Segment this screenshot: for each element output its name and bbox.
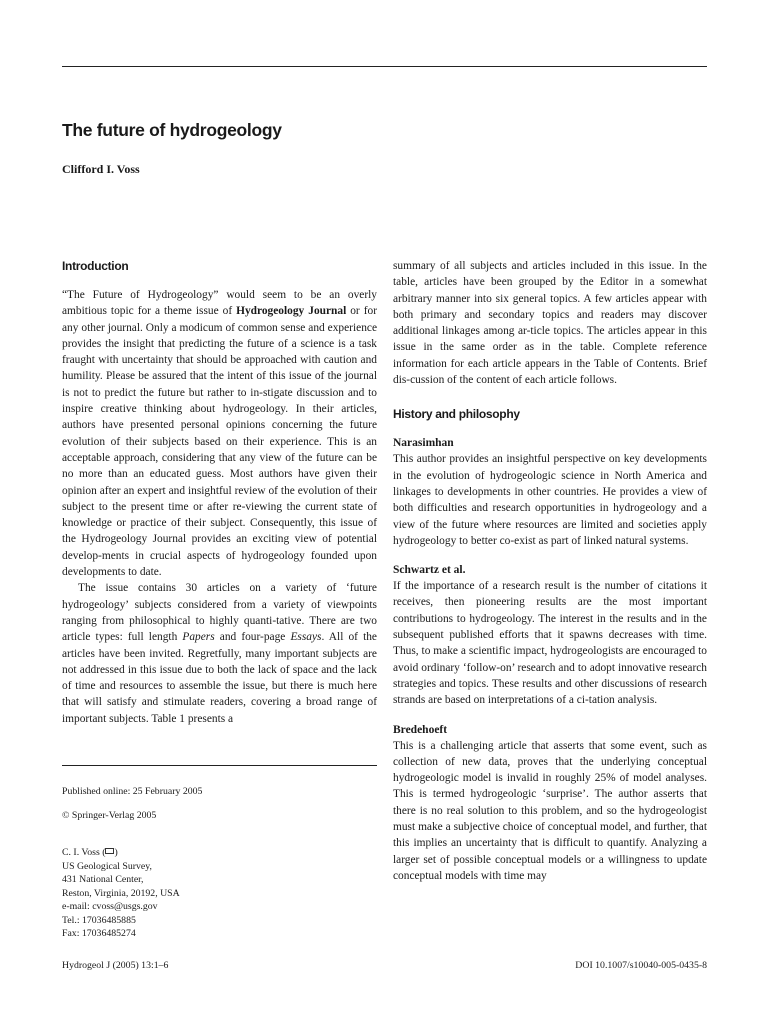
entry-author-narasimhan: Narasimhan <box>393 437 454 450</box>
address-line: US Geological Survey, <box>62 860 152 872</box>
doi: DOI 10.1007/s10040-005-0435-8 <box>575 960 707 971</box>
email-line: e-mail: cvoss@usgs.gov <box>62 901 158 912</box>
envelope-icon <box>105 848 114 854</box>
published-online-text: Published online: 25 February 2005 <box>62 786 203 797</box>
papers-italic: Papers <box>182 631 215 644</box>
copyright-text: © Springer-Verlag 2005 <box>62 810 157 821</box>
intro-p1-start: “The Future of Hydrogeology” would seem to be an overly ambitious topic for a theme issue of <box>62 289 377 318</box>
corresponding-author-name: C. I. Voss ( <box>62 847 106 858</box>
copyright <box>62 809 156 823</box>
address-line: 431 National Center, <box>62 874 144 885</box>
published-online <box>62 785 202 799</box>
intro-p2-end: . All of the articles have been invited. Regretfully, many important subjects are not addressed in this issue due to both the lack of space and the lack of time and resources to assemble the issue, but there is much here that will satisfy and stimulate readers, covering a broad range of important subjects. Table 1 presents a <box>62 631 377 725</box>
footnote-rule <box>62 765 377 766</box>
intro-p1-end: or for any other journal. Only a modicum of common sense and experience provides the insight that predicting the future of a science is a task fraught with uncertainty that should be approached with caution and humility. Please be assured that the intent of this issue of the journal is not to predict the future but rather to in-stigate discussion and to inspire creative thinking about hydrogeology. In their articles, authors have presented personal opinions concerning the future evolution of their subjects based on their experience. This is an acceptable approach, considering that any view of the future can be no more than an educated guess. Most authors have given their opinion after an expert and insightful review of the evolution of their subject to the present time or after re-viewing the current state of knowledge or practice of their subject. Consequently, this issue of the Hydrogeology Journal provides an exciting view of potential develop-ments in crucial aspects of hydrogeology founded upon developments to date. <box>62 305 377 579</box>
top-rule <box>62 66 707 67</box>
essays-italic: Essays <box>290 631 322 644</box>
right-column <box>393 258 707 884</box>
section-heading-introduction: Introduction <box>62 259 129 273</box>
intro-paragraph-1 <box>62 287 377 580</box>
corresponding-author <box>62 846 180 860</box>
corresponding-author-close: ) <box>114 847 118 858</box>
entry-text-bredehoeft: This is a challenging article that asserts that some event, such as collection of new data, proves that the underlying conceptual hydrogeologic model is invalid in roughly 25% of model analyses. This is termed hydrogeologic ‘surprise’. The author asserts that there is no real solution to this problem, and so the hydrogeologist must make a subjective choice of conceptual model, and further, that this implies an uncertainty that is difficult to quantify. Analyzing a larger set of possible conceptual models or a willingness to update conceptual models with time may <box>393 739 707 882</box>
left-column <box>62 258 377 727</box>
entry-text-narasimhan: This author provides an insightful perspective on key developments in the evolution of hydrogeologic science in North America and linkages to developments in other countries. He provides a view of both difficulties and research opportunities in hydrogeology and a view of the future where resources are limited and societies apply hydrogeology to better co-exist as part of linked natural systems. <box>393 453 707 547</box>
journal-name-bold: Hydrogeology Journal <box>236 305 347 318</box>
entry-text-schwartz: If the importance of a research result is the number of citations it receives, then pioneering results are the most important contributions to hydrogeology. The interest in the results and in the subsequent published efforts that it spawns decreases with time. Thus, to make a scientific impact, hydrogeologists are encouraged to avoid ordinary ‘follow-on’ research and to adopt innovative research strategies and topics. These results and other discussions of research strands are based on interpretations of a ci-tation analysis. <box>393 580 707 707</box>
intro-paragraph-2 <box>62 580 377 727</box>
author-address <box>62 846 180 941</box>
entry-author-bredehoeft: Bredehoeft <box>393 723 448 736</box>
fax-line: Fax: 17036485274 <box>62 928 136 939</box>
intro-p2-mid: and four-page <box>214 631 291 644</box>
journal-citation: Hydrogeol J (2005) 13:1–6 <box>62 960 169 971</box>
phone-line: Tel.: 17036485885 <box>62 914 136 926</box>
intro-p2-start: The issue contains 30 articles on a variety of ‘future hydrogeology’ subjects considered from a variety of viewpoints ranging from philosophical to highly quanti-tative. There are two article types: full length <box>62 582 377 644</box>
entry-author-schwartz: Schwartz et al. <box>393 564 466 577</box>
article-author: Clifford I. Voss <box>62 162 140 176</box>
article-title: The future of hydrogeology <box>62 120 282 140</box>
section-heading-history: History and philosophy <box>393 407 520 422</box>
intro-continuation: summary of all subjects and articles included in this issue. In the table, articles have been grouped by the Editor in a somewhat arbitrary manner into six general topics. A few articles appear with both primary and secondary topics and readers may discover additional linkages among ar-ticle topics. The articles appear in this issue in the same order as in the table. Complete reference information for each article appears in the Table of Contents. Brief dis-cussion of the content of each article follows. <box>393 260 707 387</box>
address-line: Reston, Virginia, 20192, USA <box>62 887 180 899</box>
